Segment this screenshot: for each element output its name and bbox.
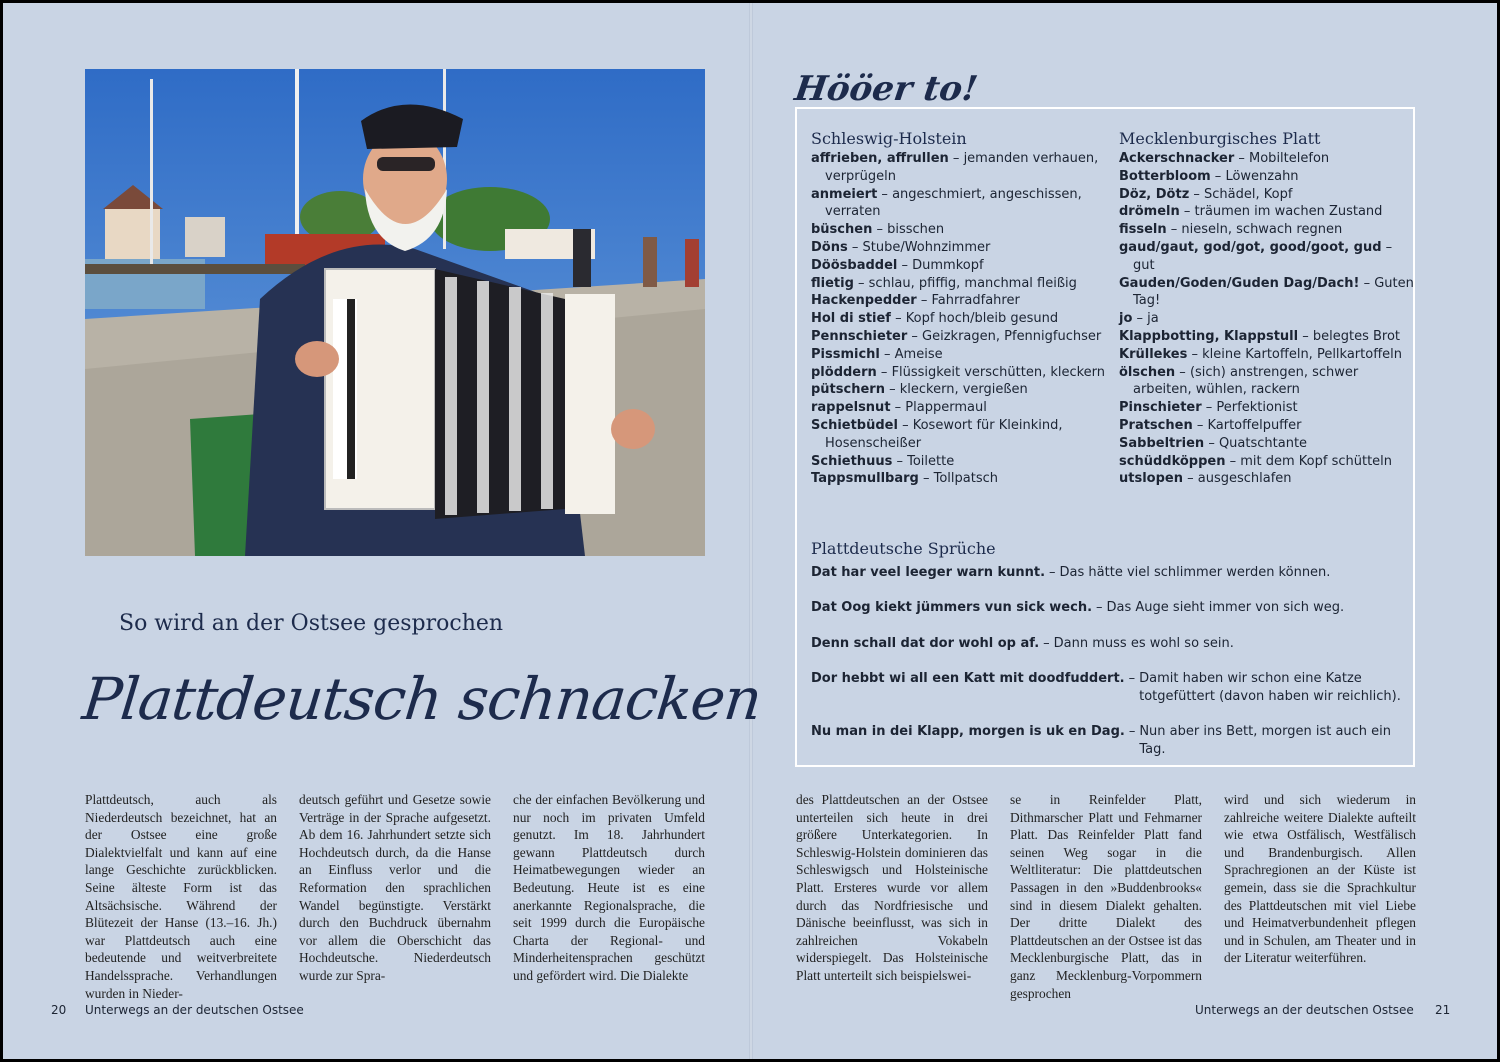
glossary-column-mecklenburg: [1119, 129, 1415, 488]
glossary-separator: –: [1175, 364, 1190, 380]
glossary-term: Ackerschnacker: [1119, 151, 1235, 166]
glossary-term: jo: [1119, 311, 1133, 327]
glossary-term: schüddköppen: [1119, 453, 1226, 469]
glossary-separator: –: [1204, 435, 1219, 451]
saying-row: [811, 599, 1403, 617]
glossary-separator: –: [948, 151, 964, 166]
saying-separator: –: [1128, 671, 1136, 687]
glossary-term: plöddern: [811, 364, 877, 380]
glossary-entry: [811, 364, 1107, 382]
body-column-3: che der einfachen Bevölkerung und nur noch im privaten Umfeld genutzt. Im 18. Jahrhundert gewann Plattdeutsch durch Heimatbewegungen wieder an Bedeutung. Heute ist es eine anerkannte Regionalsprache, die seit 1999 durch die Europäische Charta der Regional- und Minderheitensprachen geschützt und gefördert wird. Die Dialekte: [513, 792, 705, 983]
glossary-definition: Stube/Wohnzimmer: [862, 239, 991, 255]
glossary-definition: nieseln, schwach regnen: [1181, 222, 1343, 238]
glossary-separator: –: [847, 239, 863, 255]
glossary-heading: Schleswig-Holstein: [811, 129, 967, 148]
glossary-separator: –: [916, 293, 932, 309]
glossary-definition: gut: [1133, 257, 1155, 273]
sayings-section: [811, 539, 1403, 777]
glossary-separator: –: [1182, 471, 1198, 487]
saying-separator: –: [1043, 635, 1050, 651]
saying-separator: –: [1128, 724, 1136, 740]
glossary-definition: schlau, pfiffig, manchmal fleißig: [868, 275, 1077, 291]
glossary-definition: Toilette: [907, 453, 955, 469]
glossary-entries: [811, 150, 1107, 488]
glossary-term: Pissmichl: [811, 346, 880, 362]
glossary-separator: –: [890, 311, 906, 327]
body-column-5: se in Reinfelder Platt, Dithmarscher Platt und Fehmarner Platt. Das Reinfelder Platt fand seinen Weg sogar in die Weltliteratur: Die plattdeutschen Passagen in den »Buddenbrooks« sind in diesem Dialekt gehalten. Der dritte Dialekt des Plattdeutschen an der Ostsee ist das Mecklenburgische Platt, das in ganz Mecklenburg-Vorpommern gesprochen: [1010, 792, 1202, 1001]
glossary-separator: –: [1298, 328, 1313, 344]
glossary-term: Krüllekes: [1119, 346, 1188, 362]
running-title-left: Unterwegs an der deutschen Ostsee: [85, 1003, 304, 1017]
glossary-separator: –: [853, 275, 869, 291]
glossary-term: flietig: [811, 275, 854, 291]
glossary-term: Sabbeltrien: [1119, 435, 1205, 451]
glossary-term: Tappsmullbarg: [811, 471, 919, 487]
glossary-separator: –: [1210, 168, 1226, 184]
saying-platt: Dor hebbt wi all een Katt mit doodfuddert.: [811, 671, 1125, 687]
glossary-entry: [1119, 203, 1415, 221]
glossary-term: Döösbaddel: [811, 257, 898, 273]
glossary-term: Hol di stief: [811, 311, 891, 327]
body-column-2: deutsch geführt und Gesetze sowie Verträge in der Sprache aufgesetzt. Ab dem 16. Jahrhundert setzte sich Hochdeutsch durch, da die Hanse an Einfluss verlor und die Reformation den sprachlichen Wandel begünstigte. Verstärkt durch den Buchdruck übernahm vor allem die Oberschicht das Hochdeutsche. Niederdeutsch wurde zur Spra-: [299, 792, 491, 983]
saying-row: [811, 564, 1403, 582]
saying-translation: Damit haben wir schon eine Katze totgefüttert (davon haben wir reichlich).: [1139, 671, 1401, 704]
sayings-list: [811, 564, 1403, 759]
glossary-term: Döns: [811, 239, 848, 255]
glossary-term: utslopen: [1119, 471, 1183, 487]
glossary-definition: Fahrradfahrer: [931, 293, 1020, 309]
glossary-entry: [811, 275, 1107, 293]
glossary-term: Pratschen: [1119, 417, 1193, 433]
glossary-separator: –: [872, 222, 888, 238]
glossary-separator: –: [1179, 204, 1195, 220]
glossary-term: Hackenpedder: [811, 293, 917, 309]
glossary-separator: –: [890, 400, 906, 416]
glossary-definition: Kartoffelpuffer: [1207, 417, 1302, 433]
glossary-entry: [1119, 364, 1415, 400]
glossary-entry: [811, 453, 1107, 471]
glossary-term: büschen: [811, 222, 873, 238]
glossary-separator: –: [1187, 346, 1203, 362]
running-title-right: Unterwegs an der deutschen Ostsee: [1195, 1003, 1414, 1017]
glossary-entry: [1119, 417, 1415, 435]
saying-translation: Dann muss es wohl so sein.: [1053, 635, 1234, 651]
sayings-heading: Plattdeutsche Sprüche: [811, 539, 996, 558]
glossary-definition: Geizkragen, Pfennigfuchser: [922, 328, 1102, 344]
glossary-entry: [1119, 150, 1415, 168]
glossary-separator: –: [1359, 275, 1375, 291]
glossary-entries: [1119, 150, 1415, 488]
glossary-separator: –: [1192, 417, 1208, 433]
glossary-entry: [1119, 470, 1415, 488]
saying-separator: –: [1096, 600, 1103, 616]
glossary-entry: [811, 150, 1107, 186]
glossary-definition: Mobiltelefon: [1249, 151, 1330, 166]
glossary-entry: [811, 186, 1107, 222]
glossary-entry: [811, 328, 1107, 346]
glossary-entry: [811, 470, 1107, 488]
glossary-term: affrieben, affrullen: [811, 151, 949, 166]
glossary-term: Klappbotting, Klappstull: [1119, 328, 1299, 344]
box-label: Hööer to!: [792, 69, 980, 109]
glossary-definition: ausgeschlafen: [1197, 471, 1292, 487]
saying-platt: Dat Oog kiekt jümmers vun sick wech.: [811, 600, 1093, 616]
glossary-separator: –: [897, 257, 913, 273]
glossary-term: Döz, Dötz: [1119, 186, 1190, 202]
saying-translation: Das Auge sieht immer von sich weg.: [1106, 600, 1345, 616]
glossary-entry: [1119, 453, 1415, 471]
saying-translation: Das hätte viel schlimmer werden können.: [1059, 565, 1331, 580]
glossary-separator: –: [1201, 400, 1217, 416]
glossary-heading: Mecklenburgisches Platt: [1119, 129, 1321, 148]
glossary-term: Schietbüdel: [811, 417, 898, 433]
saying-row: [811, 723, 1403, 759]
glossary-term: Pennschieter: [811, 328, 908, 344]
glossary-definition: ja: [1147, 311, 1159, 327]
glossary-term: pütschern: [811, 382, 885, 398]
saying-platt: Denn schall dat dor wohl op af.: [811, 635, 1040, 651]
glossary-entry: [1119, 310, 1415, 328]
accordion-player-photo: [85, 69, 705, 556]
glossary-term: rappelsnut: [811, 400, 891, 416]
glossary-term: ölschen: [1119, 364, 1176, 380]
glossary-entry: [811, 310, 1107, 328]
glossary-entry: [1119, 168, 1415, 186]
photo-illustration: [85, 69, 705, 556]
glossary-definition: kleine Kartoffeln, Pellkartoffeln: [1202, 346, 1403, 362]
glossary-term: Gauden/Goden/Guden Dag/Dach!: [1119, 275, 1360, 291]
glossary-entry: [1119, 186, 1415, 204]
glossary-definition: (sich) anstrengen, schwer arbeiten, wühlen, rackern: [1133, 364, 1359, 398]
glossary-definition: bisschen: [887, 222, 945, 238]
glossary-separator: –: [918, 471, 934, 487]
page-number-right: 21: [1435, 1003, 1451, 1017]
glossary-definition: jemanden verhauen, verprügeln: [825, 151, 1099, 184]
glossary-separator: –: [879, 346, 895, 362]
glossary-definition: träumen im wachen Zustand: [1194, 204, 1383, 220]
glossary-term: fisseln: [1119, 222, 1167, 238]
glossary-definition: Kopf hoch/bleib gesund: [905, 311, 1059, 327]
glossary-entry: [1119, 346, 1415, 364]
saying-separator: –: [1049, 565, 1056, 580]
glossary-separator: –: [907, 328, 923, 344]
glossary-separator: –: [877, 186, 893, 202]
glossary-separator: –: [897, 417, 913, 433]
page-gutter: [749, 3, 753, 1059]
glossary-definition: Quatschtante: [1218, 435, 1308, 451]
saying-translation: Nun aber ins Bett, morgen ist auch ein Tag.: [1139, 724, 1392, 758]
saying-platt: Dat har veel leeger warn kunnt.: [811, 565, 1046, 580]
glossary-separator: –: [1166, 222, 1182, 238]
glossary-term: Pinschieter: [1119, 400, 1202, 416]
glossary-entry: [811, 346, 1107, 364]
glossary-separator: –: [1132, 311, 1148, 327]
glossary-entry: [811, 239, 1107, 257]
glossary-separator: –: [1225, 453, 1241, 469]
glossary-entry: [1119, 328, 1415, 346]
glossary-entry: [811, 381, 1107, 399]
glossary-separator: –: [892, 453, 908, 469]
glossary-separator: –: [876, 364, 892, 380]
glossary-term: drömeln: [1119, 204, 1180, 220]
glossary-term: gaud/gaut, god/got, good/goot, gud: [1119, 239, 1382, 255]
page-title: Plattdeutsch schnacken: [79, 665, 765, 733]
glossary-entry: [811, 257, 1107, 275]
glossary-definition: Löwenzahn: [1225, 168, 1299, 184]
body-column-6: wird und sich wiederum in zahlreiche weitere Dialekte aufteilt wie etwa Ostfälisch, Westfälisch und Brandenburgisch. Allen Sprachregionen an der Küste ist gemein, dass sie die Sprachkultur des Plattdeutschen mit viel Liebe und Heimatverbundenheit pflegen und in Schulen, am Theater und in der Literatur weiterführen.: [1224, 792, 1416, 966]
glossary-definition: Dummkopf: [912, 257, 984, 273]
glossary-entry: [811, 399, 1107, 417]
glossary-definition: Tollpatsch: [933, 471, 998, 487]
glossary-entry: [1119, 399, 1415, 417]
body-column-1: Plattdeutsch, auch als Niederdeutsch bezeichnet, hat an der Ostsee eine große Dialektvielfalt und kann auf eine lange Geschichte zurückblicken. Seine älteste Form ist das Altsächsische. Während der Blütezeit der Hanse (13.–16. Jh.) war Plattdeutsch auch eine bedeutende und weitverbreitete Handelssprache. Verhandlungen wurden in Nieder-: [85, 792, 277, 1001]
glossary-definition: Schädel, Kopf: [1204, 186, 1293, 202]
glossary-definition: Perfektionist: [1216, 400, 1298, 416]
glossary-definition: Ameise: [894, 346, 943, 362]
glossary-definition: Flüssigkeit verschütten, kleckern: [891, 364, 1106, 380]
glossary-entry: [1119, 275, 1415, 311]
glossary-entry: [1119, 435, 1415, 453]
glossary-separator: –: [1234, 151, 1250, 166]
glossary-definition: Plappermaul: [905, 400, 987, 416]
glossary-entry: [1119, 221, 1415, 239]
glossary-definition: belegtes Brot: [1312, 328, 1400, 344]
glossary-entry: [1119, 239, 1415, 275]
saying-platt: Nu man in dei Klapp, morgen is uk en Dag.: [811, 724, 1125, 740]
glossary-definition: kleckern, vergießen: [899, 382, 1028, 398]
glossary-column-schleswig-holstein: [811, 129, 1107, 488]
glossary-entry: [811, 417, 1107, 453]
saying-row: [811, 635, 1403, 653]
glossary-definition: mit dem Kopf schütteln: [1240, 453, 1393, 469]
book-spread: [3, 3, 1497, 1059]
glossary-entry: [811, 292, 1107, 310]
glossary-definition: angeschmiert, angeschissen, verraten: [825, 186, 1082, 220]
glossary-definition: Guten Tag!: [1133, 275, 1414, 309]
page-number-left: 20: [51, 1003, 67, 1017]
glossary-term: Schiethuus: [811, 453, 893, 469]
glossary-separator: –: [1381, 239, 1393, 255]
glossary-entry: [811, 221, 1107, 239]
glossary-definition: Kosewort für Kleinkind, Hosenscheißer: [825, 417, 1063, 451]
body-column-4: des Plattdeutschen an der Ostsee unterteilen sich heute in drei größere Unterkategorien. In Schleswig-Holstein dominieren das Schleswigsch und Holsteinische Platt. Ersteres wurde vor allem durch das Nordfriesische und Dänische beeinflusst, was sich in zahlreichen Vokabeln widerspiegelt. Das Holsteinische Platt unterteilt sich beispielswei-: [796, 792, 988, 983]
glossary-term: anmeiert: [811, 186, 878, 202]
glossary-separator: –: [1189, 186, 1205, 202]
saying-row: [811, 670, 1403, 706]
glossary-separator: –: [884, 382, 900, 398]
glossary-box: [795, 107, 1415, 767]
glossary-term: Botterbloom: [1119, 168, 1211, 184]
subheadline: So wird an der Ostsee gesprochen: [119, 611, 504, 636]
